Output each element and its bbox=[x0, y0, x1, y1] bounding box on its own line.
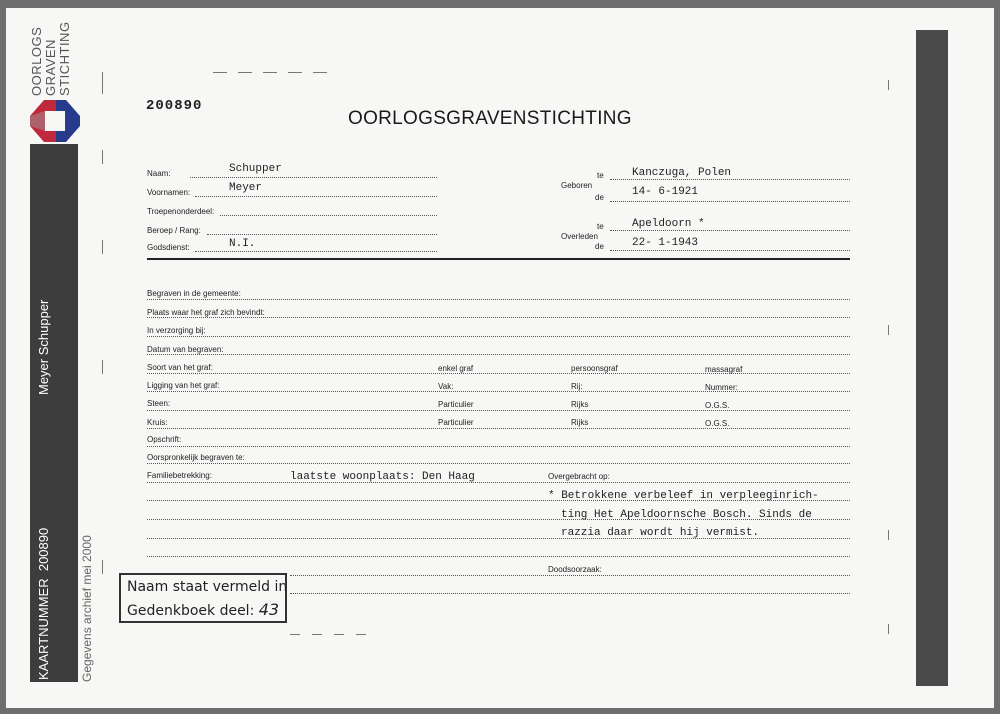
dotted-line bbox=[190, 177, 437, 178]
begraven-gemeente-label: Begraven in de gemeente: bbox=[147, 289, 241, 298]
familie-value: laatste woonplaats: Den Haag bbox=[290, 471, 475, 483]
massagraf-label: massagraf bbox=[705, 365, 743, 374]
dotted-line bbox=[147, 299, 850, 300]
stamp-volume: 43 bbox=[258, 600, 280, 619]
dash bbox=[888, 80, 889, 90]
card-number-vertical bbox=[36, 528, 51, 680]
geboren-de-label: de bbox=[595, 193, 604, 202]
dotted-line bbox=[147, 482, 850, 483]
dotted-line bbox=[147, 336, 850, 337]
vak-label: Vak: bbox=[438, 382, 454, 391]
dash bbox=[888, 624, 889, 634]
dotted-line bbox=[147, 538, 850, 539]
dash bbox=[102, 360, 103, 374]
stamp-line-2 bbox=[127, 600, 279, 619]
voornamen-value: Meyer bbox=[229, 182, 263, 194]
stamp-prefix: Gedenkboek deel: bbox=[127, 603, 255, 619]
nummer-label: Nummer: bbox=[705, 383, 738, 392]
geboren-te-value: Kanczuga, Polen bbox=[632, 167, 732, 179]
dash bbox=[888, 325, 889, 335]
dash bbox=[888, 530, 889, 540]
overleden-de-label: de bbox=[595, 242, 604, 251]
dotted-line bbox=[147, 556, 850, 557]
card-number-label: KAARTNUMMER bbox=[36, 578, 51, 680]
note-line-2: ting Het Apeldoornsche Bosch. Sinds de bbox=[561, 509, 812, 521]
dotted-line bbox=[610, 230, 850, 231]
dash bbox=[334, 634, 344, 635]
dash bbox=[102, 560, 103, 574]
dotted-line bbox=[610, 179, 850, 180]
overleden-te-label: te bbox=[597, 222, 604, 231]
stamp-line-1: Naam staat vermeld in bbox=[127, 579, 288, 595]
dotted-line bbox=[147, 519, 850, 520]
dotted-line bbox=[147, 463, 850, 464]
dash bbox=[102, 240, 103, 254]
voornamen-label: Voornamen: bbox=[147, 188, 191, 197]
person-name-vertical: Meyer Schupper bbox=[36, 299, 51, 395]
note-line-1: * Betrokkene verbeleef in verpleeginrich- bbox=[548, 490, 819, 502]
kruis-label: Kruis: bbox=[147, 418, 168, 427]
dotted-line bbox=[147, 354, 850, 355]
dotted-line bbox=[147, 410, 850, 411]
dotted-line bbox=[290, 575, 850, 576]
logo-line-1: OORLOGS bbox=[29, 26, 44, 96]
overleden-te-value: Apeldoorn * bbox=[632, 218, 705, 230]
familie-label: Familiebetrekking: bbox=[147, 471, 212, 480]
rij-label: Rij: bbox=[571, 382, 583, 391]
dotted-line bbox=[220, 215, 437, 216]
troepen-label: Troepenonderdeel: bbox=[147, 207, 215, 216]
dotted-line bbox=[147, 500, 850, 501]
logo-line-2: GRAVEN bbox=[43, 39, 58, 96]
dotted-line bbox=[195, 251, 437, 252]
dash bbox=[313, 72, 327, 73]
naam-value: Schupper bbox=[229, 163, 282, 175]
overleden-de-value: 22- 1-1943 bbox=[632, 237, 699, 249]
dash bbox=[238, 72, 252, 73]
overgebracht-label: Overgebracht op: bbox=[548, 472, 610, 481]
datum-begraven-label: Datum van begraven: bbox=[147, 345, 224, 354]
dotted-line bbox=[610, 201, 850, 202]
enkel-graf-label: enkel graf bbox=[438, 364, 474, 373]
oorspronkelijk-label: Oorspronkelijk begraven te: bbox=[147, 453, 245, 462]
dotted-line bbox=[147, 446, 850, 447]
dotted-line bbox=[147, 391, 850, 392]
dotted-line bbox=[610, 250, 850, 251]
dash bbox=[102, 150, 103, 164]
plaats-graf-label: Plaats waar het graf zich bevindt: bbox=[147, 308, 265, 317]
naam-label: Naam: bbox=[147, 169, 171, 178]
card-number: 200890 bbox=[146, 98, 203, 114]
steen-particulier-label: Particulier bbox=[438, 400, 474, 409]
dotted-line bbox=[147, 428, 850, 429]
steen-ogs-label: O.G.S. bbox=[705, 401, 730, 410]
ligging-graf-label: Ligging van het graf: bbox=[147, 381, 220, 390]
page-title: OORLOGSGRAVENSTICHTING bbox=[348, 108, 632, 129]
right-bar bbox=[916, 30, 948, 686]
overleden-label: Overleden bbox=[561, 232, 598, 241]
dash bbox=[288, 72, 302, 73]
steen-rijks-label: Rijks bbox=[571, 400, 589, 409]
beroep-label: Beroep / Rang: bbox=[147, 226, 201, 235]
verzorging-label: In verzorging bij: bbox=[147, 326, 206, 335]
dash bbox=[263, 72, 277, 73]
logo-line-3: STICHTING bbox=[57, 21, 72, 96]
dotted-line bbox=[195, 196, 437, 197]
note-line-3: razzia daar wordt hij vermist. bbox=[561, 527, 760, 539]
dotted-line bbox=[147, 317, 850, 318]
card-number-value: 200890 bbox=[36, 527, 51, 572]
godsdienst-value: N.I. bbox=[229, 238, 256, 250]
dash bbox=[356, 634, 366, 635]
soort-graf-label: Soort van het graf: bbox=[147, 363, 213, 372]
archive-note: Gegevens archief mei 2000 bbox=[80, 535, 94, 682]
dash bbox=[213, 72, 227, 73]
divider bbox=[147, 258, 850, 260]
persoonsgraf-label: persoonsgraf bbox=[571, 364, 618, 373]
dash bbox=[290, 634, 300, 635]
dotted-line bbox=[207, 234, 437, 235]
kruis-particulier-label: Particulier bbox=[438, 418, 474, 427]
steen-label: Steen: bbox=[147, 399, 171, 408]
kruis-rijks-label: Rijks bbox=[571, 418, 589, 427]
opschrift-label: Opschrift: bbox=[147, 435, 182, 444]
godsdienst-label: Godsdienst: bbox=[147, 243, 190, 252]
dash bbox=[312, 634, 322, 635]
dotted-line bbox=[290, 593, 850, 594]
geboren-te-label: te bbox=[597, 171, 604, 180]
geboren-de-value: 14- 6-1921 bbox=[632, 186, 699, 198]
doodsoorzaak-label: Doodsoorzaak: bbox=[548, 565, 602, 574]
dotted-line bbox=[147, 373, 850, 374]
gedenkboek-stamp bbox=[119, 573, 287, 623]
dash bbox=[102, 72, 103, 94]
geboren-label: Geboren bbox=[561, 181, 593, 190]
kruis-ogs-label: O.G.S. bbox=[705, 419, 730, 428]
